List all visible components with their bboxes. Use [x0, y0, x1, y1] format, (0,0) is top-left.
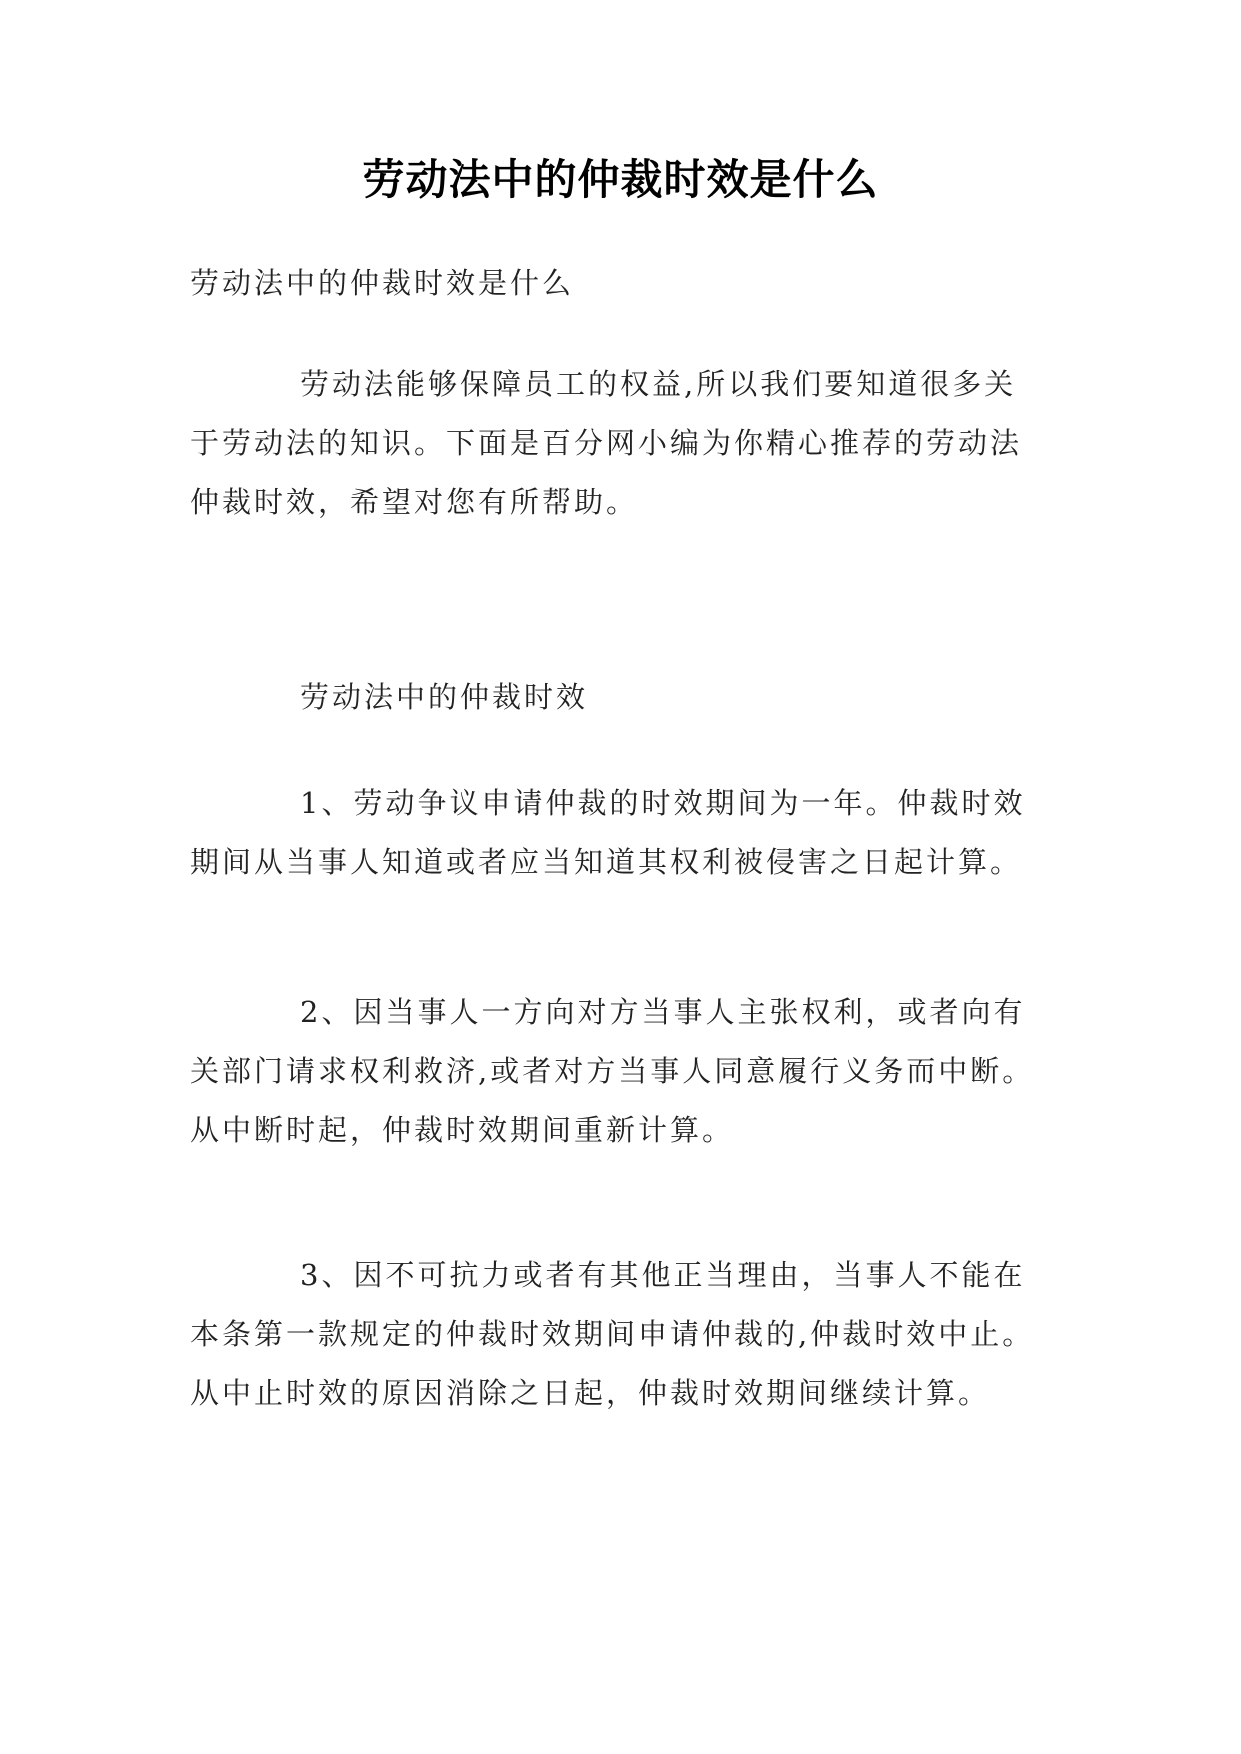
item-1-paragraph [190, 774, 1070, 892]
item-2-line-2: 关部门请求权利救济,或者对方当事人同意履行义务而中断。 [190, 1054, 1035, 1088]
item-3-line-1: 3、因不可抗力或者有其他正当理由，当事人不能在 [300, 1258, 1026, 1292]
intro-line-2: 于劳动法的知识。下面是百分网小编为你精心推荐的劳动法 [190, 426, 1023, 460]
item-2-line-1: 2、因当事人一方向对方当事人主张权利，或者向有 [300, 995, 1026, 1029]
item-2-line-3: 从中断时起，仲裁时效期间重新计算。 [190, 1113, 735, 1147]
item-2-paragraph [190, 983, 1070, 1160]
item-3-line-2: 本条第一款规定的仲裁时效期间申请仲裁的,仲裁时效中止。 [190, 1317, 1035, 1351]
item-1-line-2: 期间从当事人知道或者应当知道其权利被侵害之日起计算。 [190, 845, 1023, 879]
intro-line-3: 仲裁时效，希望对您有所帮助。 [190, 485, 639, 519]
item-1-line-1: 1、劳动争议申请仲裁的时效期间为一年。仲裁时效 [300, 786, 1026, 820]
section-heading [190, 668, 1070, 727]
item-3-paragraph [190, 1246, 1070, 1423]
document-title: 劳动法中的仲裁时效是什么 [362, 155, 879, 204]
document-subtitle [190, 254, 1070, 313]
section-heading-text: 劳动法中的仲裁时效 [300, 680, 589, 714]
intro-line-1: 劳动法能够保障员工的权益,所以我们要知道很多关 [300, 367, 1017, 401]
subtitle-line: 劳动法中的仲裁时效是什么 [190, 266, 575, 300]
intro-paragraph [190, 355, 1070, 532]
item-3-line-3: 从中止时效的原因消除之日起，仲裁时效期间继续计算。 [190, 1376, 991, 1410]
